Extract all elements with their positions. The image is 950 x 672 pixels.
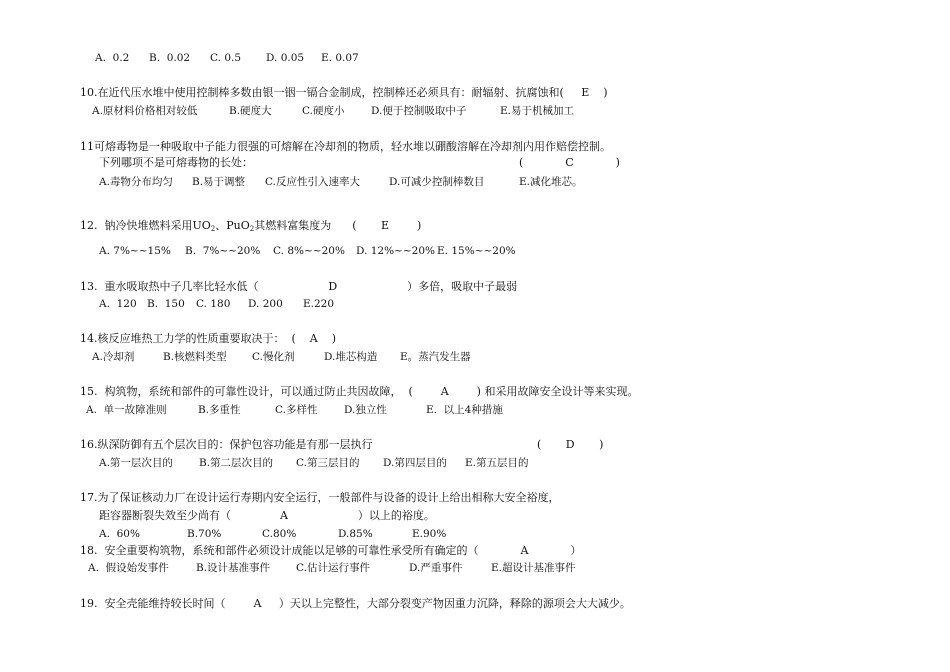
q18-option-e: E.超设计基准事件 [491,562,576,574]
q10-option-c: C.硬度小 [302,105,345,117]
q18-option-a: A. 假设始发事件 [88,562,169,574]
q10-option-d: D.便于控制吸取中子 [371,105,467,117]
q10-option-a: A.原材料价格相对较低 [92,105,198,117]
q11-option-e: E.减化堆芯。 [519,176,583,188]
q10-stem: 10.在近代压水堆中使用控制棒多数由银一铟一镉合金制成，控制棒还必须具有：耐辐射、抗腐蚀和( E ) [80,86,608,99]
q17-option-e: E.90% [412,528,447,540]
q17-stem-line2: 距容器断裂失效至少尚有（ A ）以上的裕度。 [99,509,435,522]
q17-option-a: A. 60% [99,528,140,540]
q11-option-b: B.易于调整 [192,176,246,188]
q15-option-d: D.独立性 [344,404,387,416]
q12-option-c: C. 8%~~20% [273,245,345,257]
q13-option-a: A. 120 [99,298,137,310]
q11-option-a: A.毒物分布均匀 [99,176,173,188]
q13-option-b: B. 150 [147,298,185,310]
q9-option-a: A. 0.2 [95,52,130,64]
q11-option-d: D.可减少控制棒数目 [389,176,485,188]
q14-option-a: A.冷却剂 [92,351,135,363]
q9-option-c: C. 0.5 [210,52,242,64]
q15-option-e: E. 以上4种措施 [426,404,503,416]
q15-option-a: A. 单一故障准则 [86,404,167,416]
q10-option-b: B.硬度大 [229,105,272,117]
q11-stem-line2: 下列哪项不是可熔毒物的长处： [99,156,253,169]
q16-option-d: D.第四层目的 [383,457,447,469]
q10-option-e: E.易于机械加工 [500,105,575,117]
q17-option-d: D.85% [338,528,373,540]
q14-option-d: D.堆芯构造 [324,351,378,363]
q12-option-d: D. 12%~~20% [356,245,435,257]
q16-answer: ( D ) [537,438,604,451]
q12-option-a: A. 7%~~15% [99,245,171,257]
q16-option-a: A.第一层次目的 [99,457,173,469]
q16-option-c: C.第三层目的 [296,457,360,469]
q9-option-d: D. 0.05 [266,52,305,64]
q14-stem: 14.核反应堆热工力学的性质重要取决于： ( A ) [80,332,336,345]
q11-answer: ( C ) [519,156,620,169]
q18-option-c: C.估计运行事件 [296,562,370,574]
q18-option-d: D.严重事件 [409,562,463,574]
q13-option-c: C. 180 [196,298,231,310]
q15-option-c: C.多样性 [275,404,318,416]
q11-stem-line1: 11可熔毒物是一种吸取中子能力很强的可熔解在冷却剂的物质，轻水堆以硼酸溶解在冷却剂内用作赔偿控制。 [80,140,611,153]
q19-stem: 19. 安全壳能维持较长时间（ A ）天以上完整性，大部分裂变产物因重力沉降，释除的源项会大大减少。 [80,597,631,610]
q9-option-b: B. 0.02 [149,52,191,64]
q16-stem: 16.纵深防御有五个层次目的：保护包容功能是有那一层执行 [80,438,373,451]
q12-option-b: B. 7%~~20% [185,245,261,257]
q12-option-e: E. 15%~~20% [437,245,516,257]
q12-stem: 12. 钠冷快堆燃料采用$UO_2$、PuO$_2$其燃料富集度为 ( E ) [80,219,422,233]
q14-option-c: C.慢化剂 [252,351,295,363]
q13-option-d: D. 200 [248,298,283,310]
q11-option-c: C.反应性引入速率大 [265,176,360,188]
q18-option-b: B.设计基准事件 [196,562,271,574]
q13-option-e: E.220 [303,298,335,310]
q18-stem: 18. 安全重要构筑物，系统和部件必须设计成能以足够的可靠性承受所有确定的（ A ） [80,544,582,557]
q13-stem: 13. 重水吸取热中子几率比轻水低（ D ）多倍，吸取中子最弱 [80,280,518,293]
q16-option-b: B.第二层次目的 [199,457,274,469]
q9-option-e: E. 0.07 [321,52,359,64]
q17-stem-line1: 17.为了保证核动力厂在设计运行寿期内安全运行，一般部件与设备的设计上给出相称大安全裕度， [80,491,560,504]
q17-option-c: C.80% [262,528,297,540]
q14-option-e: E。蒸汽发生器 [400,351,471,363]
q17-option-b: B.70% [187,528,222,540]
q14-option-b: B.核燃料类型 [163,351,227,363]
q15-option-b: B.多重性 [198,404,241,416]
q15-stem: 15. 构筑物，系统和部件的可靠性设计，可以通过防止共因故障， ( A ) 和采用故障安全设计等来实现。 [80,385,639,398]
q16-option-e: E.第五层目的 [465,457,529,469]
